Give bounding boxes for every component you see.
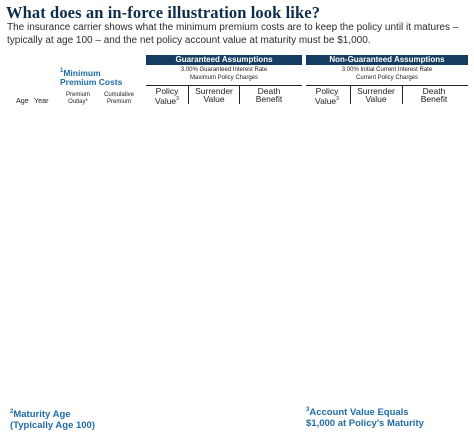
col-header-cumulative-line2: Premium xyxy=(106,99,131,105)
divider-g-surrender xyxy=(239,86,240,104)
minimum-label-line1: Minimum xyxy=(63,67,101,78)
g-policy-line1: Policy xyxy=(155,86,179,96)
ng-policy-marker: 3 xyxy=(336,96,339,102)
ng-policy-line1: Policy xyxy=(315,86,339,96)
non-guaranteed-rate-label: 3.00% Initial Current Interest Rate xyxy=(341,67,433,73)
intro-paragraph: The insurance carrier shows what the minimum premium costs are to keep the policy until it matures – typically at age 100 – and the net policy account value at maturity must be $1,000. xyxy=(7,22,459,46)
g-death-line1: Death xyxy=(257,86,281,96)
col-header-cumulative-line1: Cumulative xyxy=(103,92,134,98)
ng-surrender-line1: Surrender xyxy=(357,86,395,96)
page-title: What does an in-force illustration look like? xyxy=(6,3,321,22)
g-col-header-policy-value xyxy=(150,87,184,105)
guaranteed-charges-label: Maximum Policy Charges xyxy=(189,75,259,81)
account-value-line2: $1,000 at Policy's Maturity xyxy=(306,417,424,429)
ng-col-header-death-benefit xyxy=(410,87,458,103)
ng-col-header-policy-value xyxy=(308,87,346,105)
maturity-age-footnote xyxy=(10,407,95,431)
g-policy-line2: Value xyxy=(155,95,177,106)
g-surrender-line1: Surrender xyxy=(195,86,233,96)
col-header-year: Year xyxy=(34,96,49,105)
divider-ng-policy xyxy=(350,86,351,104)
non-guaranteed-charges-label: Current Policy Charges xyxy=(355,75,419,81)
divider-ng-surrender xyxy=(402,86,403,104)
g-col-header-death-benefit xyxy=(245,87,293,103)
account-value-line1: Account Value Equals xyxy=(309,407,409,419)
maturity-age-line1: Maturity Age xyxy=(13,409,71,421)
g-col-header-surrender-value xyxy=(192,87,236,103)
ng-policy-line2: Value xyxy=(315,95,337,106)
header-rule-guaranteed xyxy=(146,85,302,86)
col-header-premium-outlay-line1: Premium xyxy=(65,92,90,98)
guaranteed-rate-label: 3.00% Guaranteed Interest Rate xyxy=(180,67,268,73)
col-header-premium-outlay xyxy=(61,92,95,106)
g-death-line2: Benefit xyxy=(255,94,283,104)
col-header-premium-outlay-line2: Outlay* xyxy=(68,99,88,105)
col-header-age: Age xyxy=(16,96,29,105)
ng-death-line1: Death xyxy=(422,86,446,96)
divider-g-policy xyxy=(188,86,189,104)
minimum-premium-costs-label xyxy=(60,67,122,88)
g-policy-marker: 3 xyxy=(176,96,179,102)
col-header-cumulative-premium xyxy=(99,92,139,106)
header-rule-non-guaranteed xyxy=(306,85,468,86)
footnote-marker-3: 3 xyxy=(306,407,310,413)
footnote-marker-2: 2 xyxy=(10,409,14,415)
ng-death-line2: Benefit xyxy=(420,94,448,104)
account-value-footnote xyxy=(306,405,424,429)
minimum-label-line2: Premium Costs xyxy=(60,77,123,88)
guaranteed-header: Guaranteed Assumptions xyxy=(146,55,302,65)
ng-surrender-line2: Value xyxy=(365,94,387,104)
ng-col-header-surrender-value xyxy=(354,87,398,103)
footnote-marker-1: 1 xyxy=(60,68,64,74)
maturity-age-line2: (Typically Age 100) xyxy=(10,419,96,431)
g-surrender-line2: Value xyxy=(203,94,225,104)
non-guaranteed-header: Non-Guaranteed Assumptions xyxy=(306,55,468,65)
